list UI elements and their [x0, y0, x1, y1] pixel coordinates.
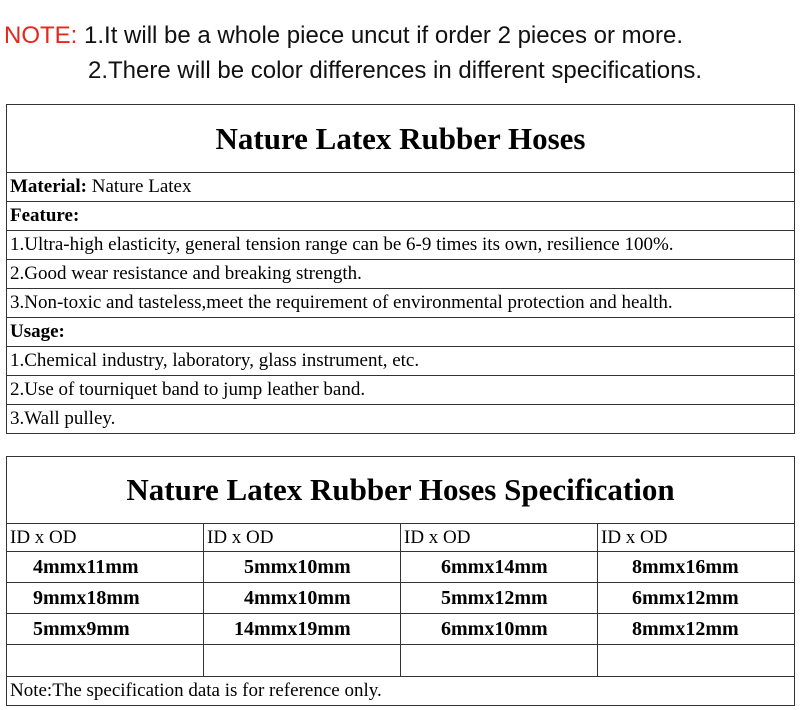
- spec-cell: 5mmx12mm: [401, 583, 598, 614]
- empty-cell: [7, 645, 204, 677]
- description-title: Nature Latex Rubber Hoses: [7, 105, 795, 173]
- usage-item: 2.Use of tourniquet band to jump leather band.: [7, 376, 795, 405]
- column-header: ID x OD: [7, 524, 204, 552]
- column-header: ID x OD: [204, 524, 401, 552]
- feature-item: 1.Ultra-high elasticity, general tension range can be 6-9 times its own, resilience 100%.: [7, 231, 795, 260]
- spec-cell: 6mmx10mm: [401, 614, 598, 645]
- usage-label: Usage:: [7, 318, 795, 347]
- description-table: [6, 104, 795, 434]
- spec-cell: 6mmx12mm: [598, 583, 795, 614]
- spec-cell: 5mmx9mm: [7, 614, 204, 645]
- spec-cell: 5mmx10mm: [204, 552, 401, 583]
- spec-cell: 9mmx18mm: [7, 583, 204, 614]
- empty-cell: [598, 645, 795, 677]
- spec-cell: 8mmx16mm: [598, 552, 795, 583]
- specification-footnote: Note:The specification data is for reference only.: [7, 677, 795, 706]
- material-label: Material:: [10, 176, 88, 197]
- feature-item: 3.Non-toxic and tasteless,meet the requirement of environmental protection and health.: [7, 289, 795, 318]
- spec-cell: 4mmx11mm: [7, 552, 204, 583]
- note-line-2: 2.There will be color differences in different specifications.: [88, 57, 703, 84]
- column-header: ID x OD: [401, 524, 598, 552]
- spec-cell: 4mmx10mm: [204, 583, 401, 614]
- usage-item: 1.Chemical industry, laboratory, glass instrument, etc.: [7, 347, 795, 376]
- empty-cell: [204, 645, 401, 677]
- note-text-1: 1.It will be a whole piece uncut if order 2 pieces or more.: [84, 22, 683, 49]
- specification-table: [6, 456, 795, 706]
- empty-cell: [401, 645, 598, 677]
- specification-title: Nature Latex Rubber Hoses Specification: [7, 457, 795, 524]
- material-value: Nature Latex: [91, 176, 192, 197]
- material-row: [7, 173, 795, 202]
- spec-cell: 14mmx19mm: [204, 614, 401, 645]
- spec-cell: 6mmx14mm: [401, 552, 598, 583]
- spec-cell: 8mmx12mm: [598, 614, 795, 645]
- column-header: ID x OD: [598, 524, 795, 552]
- feature-item: 2.Good wear resistance and breaking strength.: [7, 260, 795, 289]
- note-line-1: [4, 22, 683, 50]
- usage-item: 3.Wall pulley.: [7, 405, 795, 434]
- feature-label: Feature:: [7, 202, 795, 231]
- note-label: NOTE:: [4, 22, 78, 49]
